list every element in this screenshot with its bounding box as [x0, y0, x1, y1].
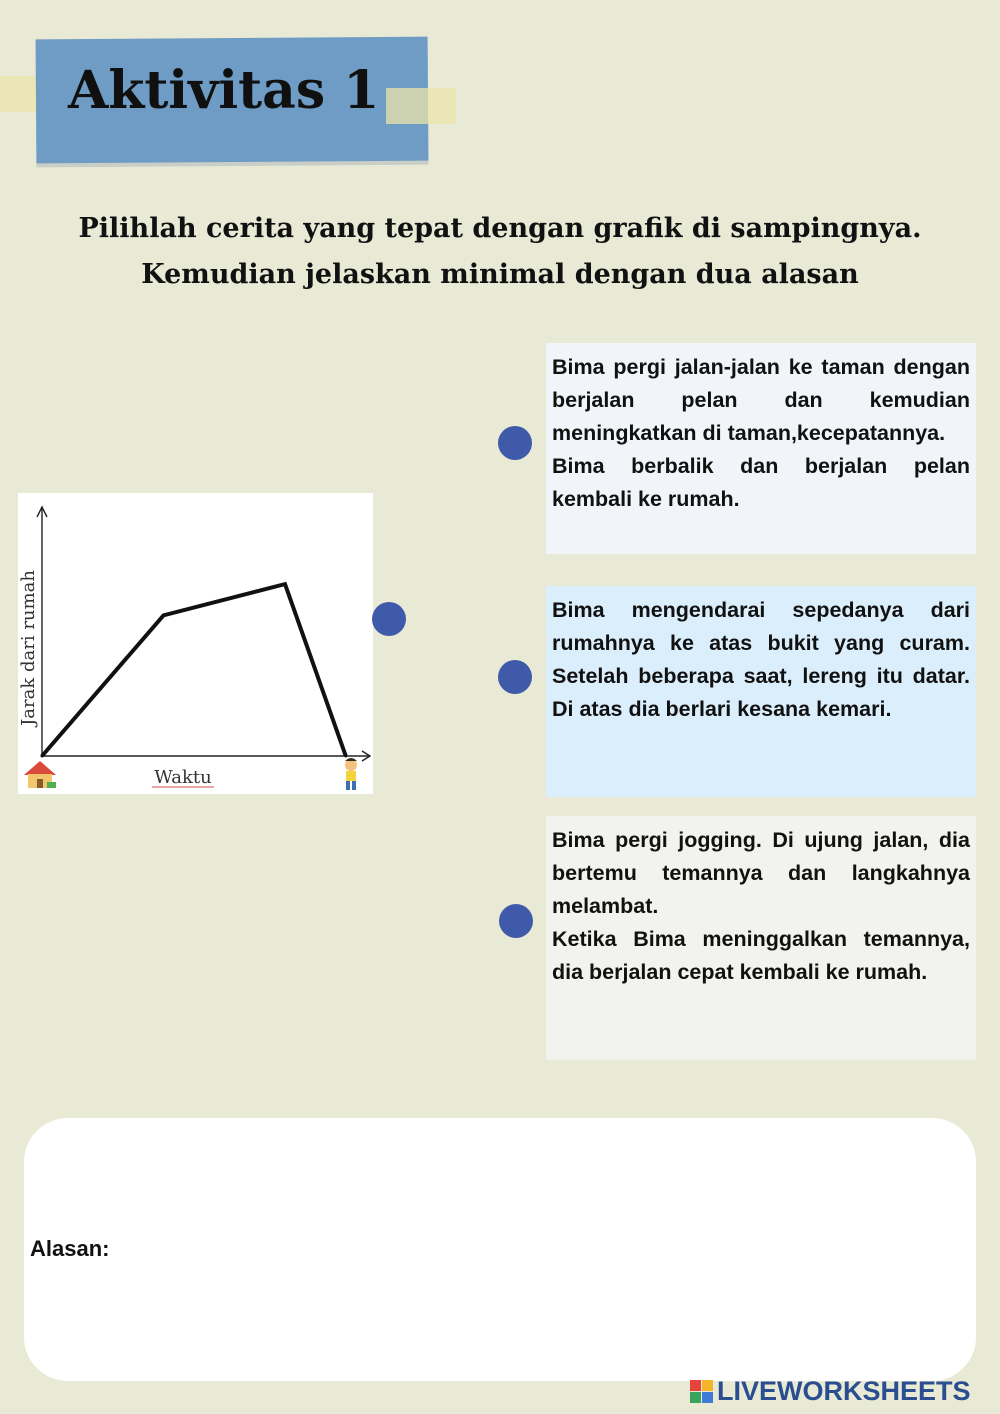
boy-icon	[345, 758, 357, 790]
answer-label: Alasan:	[30, 1236, 110, 1261]
story-option-3[interactable]	[546, 816, 976, 1060]
page-title: Aktivitas 1	[68, 60, 380, 121]
chart-svg	[18, 493, 373, 794]
house-icon	[24, 761, 56, 788]
story-3-paragraph-2: Ketika Bima meninggalkan temannya, dia berjalan cepat kembali ke rumah.	[552, 927, 970, 984]
logo-mark-icon	[690, 1380, 713, 1403]
logo-text: LIVEWORKSHEETS	[717, 1375, 971, 1406]
liveworksheets-logo	[690, 1374, 971, 1408]
answer-textarea[interactable]	[24, 1118, 976, 1381]
story-1-paragraph-1: Bima pergi jalan-jalan ke taman dengan berjalan pelan dan kemudian meningkatkan di taman,kecepatannya.	[552, 355, 970, 445]
story-2-match-dot[interactable]	[498, 660, 532, 694]
series-line	[42, 584, 346, 756]
instruction	[20, 206, 980, 298]
story-1-paragraph-2: Bima berbalik dan berjalan pelan kembali ke rumah.	[552, 454, 970, 511]
data-point-2	[162, 614, 165, 617]
graph-match-dot[interactable]	[372, 602, 406, 636]
distance-time-graph	[18, 493, 373, 794]
story-3-paragraph-1: Bima pergi jogging. Di ujung jalan, dia bertemu temannya dan langkahnya melambat.	[552, 828, 970, 918]
instruction-line-2: Kemudian jelaskan minimal dengan dua alasan	[141, 259, 859, 290]
story-option-2[interactable]	[546, 586, 976, 797]
instruction-line-1: Pilihlah cerita yang tepat dengan grafik di sampingnya.	[78, 213, 922, 244]
story-option-1[interactable]	[546, 343, 976, 554]
x-axis-label: Waktu	[154, 767, 212, 788]
y-axis-label: Jarak dari rumah	[18, 570, 39, 726]
story-1-match-dot[interactable]	[498, 426, 532, 460]
tape-decoration-right	[386, 88, 456, 124]
data-point-3	[284, 583, 287, 586]
story-3-match-dot[interactable]	[499, 904, 533, 938]
data-point-1	[41, 755, 44, 758]
data-point-4	[344, 755, 347, 758]
story-2-paragraph-1: Bima mengendarai sepedanya dari rumahnya ke atas bukit yang curam. Setelah beberapa saat, lereng itu datar. Di atas dia berlari kesana kemari.	[552, 598, 970, 721]
